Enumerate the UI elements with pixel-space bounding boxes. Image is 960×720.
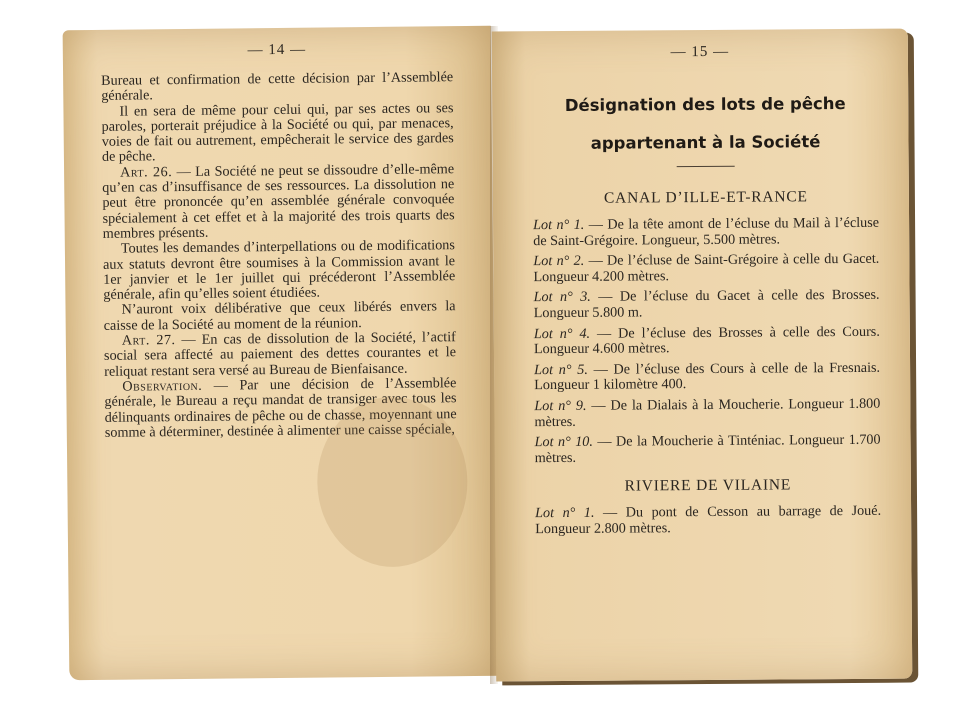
paragraph: Toutes les demandes d’interpellations ou de modifications aux statuts devront être soumises à la Commission avant le 1er janvier et le 1er juillet qui précéderont l’Assemblée générale, afin qu’elles soient étudiées. (102, 237, 456, 304)
observation-label: Observation. (122, 377, 203, 395)
list-item: Lot n° 3. — De l’écluse du Gacet à celle des Brosses. Longueur 5.800 m. (533, 287, 880, 322)
section-heading: RIVIERE DE VILAINE (624, 476, 792, 495)
list-item: Lot n° 4. — De l’écluse des Brosses à celle des Cours. Longueur 4.600 mètres. (533, 323, 880, 358)
list-item: Lot n° 1. — De la tête amont de l’écluse du Mail à l’écluse de Saint-Grégoire. Longueur, 5.500 mètres. (533, 214, 880, 249)
list-item: Lot n° 5. — De l’écluse des Cours à celle de la Fresnais. Longueur 1 kilomètre 400. (534, 359, 881, 394)
stain (316, 396, 468, 568)
right-page-text (532, 85, 881, 543)
article-26: Art. 26. — La Société ne peut se dissoudre d’elle-même qu’en cas d’insuffisance de ses ressources. La dissolution ne peut être prononcée qu’en assemblée générale convoquée spécialement à cet effet et à la majorité des trois quarts des membres présents. (102, 160, 455, 242)
paragraph: Il en sera de même pour celui qui, par ses actes ou ses paroles, porterait préjudice à la Société ou qui, par menaces, voies de fait ou autrement, empêcherait le service des gardes de pêche. (101, 99, 454, 166)
page-title-line1: Désignation des lots de pêche (564, 93, 846, 115)
observation: Observation. — Par une décision de l’Assemblée générale, le Bureau a reçu mandat de transiger avec tous les délinquants ordinaires de pêche ou de chasse, moyennant une somme à déterminer, destinée à alimenter une caisse spéciale, (104, 375, 457, 441)
list-item: Lot n° 2. — De l’écluse de Saint-Grégoire à celle du Gacet. Longueur 4.200 mètres. (533, 250, 880, 285)
list-item: Lot n° 1. — Du pont de Cesson au barrage de Joué. Longueur 2.800 mètres. (535, 503, 882, 538)
open-booklet (66, 28, 918, 686)
paragraph: N’auront voix délibérative que ceux libérés envers la caisse de la Société au moment de la réunion. (103, 298, 456, 334)
left-page (63, 26, 498, 680)
section-heading: CANAL D’ILLE-ET-RANCE (603, 188, 808, 207)
left-page-text (101, 70, 457, 441)
article-27: Art. 27. — En cas de dissolution de la Société, l’actif social sera affecté au paiement des dettes courantes et le reliquat restant sera versé au Bureau de Bienfaisance. (103, 329, 457, 380)
list-item: Lot n° 10. — De la Moucherie à Tinténiac. Longueur 1.700 mètres. (534, 431, 881, 466)
right-page (492, 29, 913, 682)
page-number-right: — 15 — (670, 43, 730, 61)
article-label: Art. 27. (121, 332, 176, 349)
list-item: Lot n° 9. — De la Dialais à la Moucherie. Longueur 1.800 mètres. (534, 395, 881, 430)
page-title-line2: appartenant à la Société (590, 132, 821, 153)
divider (677, 166, 735, 167)
article-label: Art. 26. (120, 163, 173, 181)
paragraph-continuation: Bureau et confirmation de cette décision par l’Assemblée générale. (101, 69, 454, 105)
page-number-left: — 14 — (247, 41, 307, 59)
